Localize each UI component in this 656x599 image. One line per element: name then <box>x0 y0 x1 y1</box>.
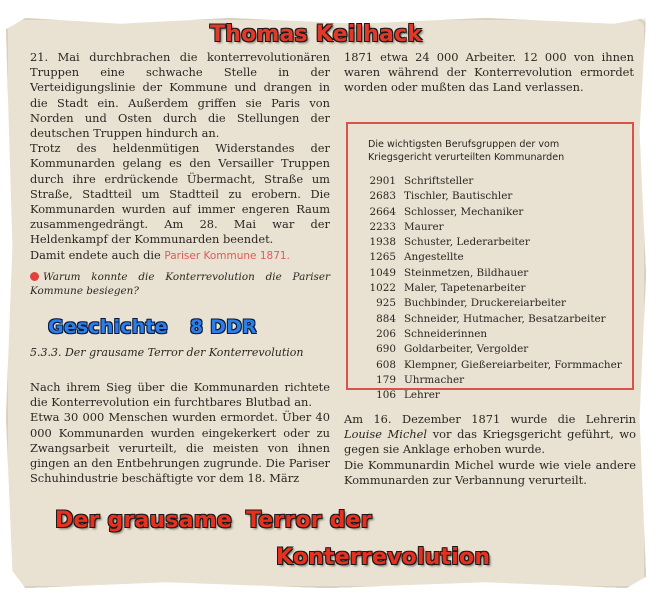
table-cell-label: Schneiderinnen <box>404 327 488 340</box>
table-cell-label: Goldarbeiter, Vergolder <box>404 343 529 356</box>
left-paragraph-3 <box>30 248 330 264</box>
table-row <box>364 327 626 342</box>
left-column-lower <box>30 380 330 486</box>
left-column <box>30 50 330 298</box>
occupation-table <box>346 122 634 402</box>
person-name: Louise Michel <box>344 427 428 442</box>
table-cell-label: Steinmetzen, Bildhauer <box>404 266 529 279</box>
table-cell-label: Angestellte <box>404 251 464 264</box>
table-rows <box>364 174 626 403</box>
right-column-lower <box>344 412 636 488</box>
table-row <box>364 342 626 357</box>
table-cell-count: 608 <box>376 358 396 371</box>
overlay-author-title: Thomas Keilhack <box>210 22 423 47</box>
table-cell-label: Schneider, Hutmacher, Besatzarbeiter <box>404 312 606 325</box>
table-cell-count: 1265 <box>369 251 396 264</box>
table-cell-count: 2664 <box>369 205 396 218</box>
overlay-grade: 8 DDR <box>189 316 257 338</box>
right-paragraph-2-lead: Am 16. Dezember 1871 wurde die Lehrerin <box>344 412 636 426</box>
table-row <box>364 296 626 311</box>
red-dot-icon <box>30 272 39 281</box>
table-row <box>364 205 626 220</box>
table-cell-count: 1938 <box>369 236 396 249</box>
overlay-bottom-1a: Der grausame <box>55 508 232 533</box>
question-text: Warum konnte die Konterrevolution die Pariser Kommune besiegen? <box>30 270 330 297</box>
table-row <box>364 189 626 204</box>
right-column <box>344 50 634 96</box>
overlay-subject: Geschichte <box>48 316 168 338</box>
table-cell-count: 884 <box>376 312 396 325</box>
table-cell-count: 1049 <box>369 266 396 279</box>
table-cell-label: Uhrmacher <box>404 373 465 386</box>
highlighted-term: Pariser Kommune 1871. <box>164 249 290 262</box>
right-paragraph-2-rest: vor das Kriegsgericht geführt, wo gegen sie Anklage erhoben wurde. <box>344 427 636 457</box>
table-cell-label: Tischler, Bautischler <box>404 190 513 203</box>
right-paragraph-3: Die Kommunardin Michel wurde wie viele andere Kommunarden zur Verbannung verurteilt. <box>344 457 636 487</box>
overlay-bottom-1b: Terror der <box>245 508 372 533</box>
table-cell-label: Maler, Tapetenarbeiter <box>404 282 526 295</box>
table-row <box>364 388 626 403</box>
table-cell-label: Maurer <box>404 220 444 233</box>
left-paragraph-5: Etwa 30 000 Menschen wurden ermordet. Über 40 000 Kommunarden wurden eingekerkert oder zu Zwangsarbeit verurteilt, die meisten von ihnen gingen an den Entbehrungen zugrunde. Die Pariser Schuhindustrie beschäftigte vor dem 18. März <box>30 410 330 486</box>
table-cell-label: Lehrer <box>404 389 440 402</box>
table-row <box>364 235 626 250</box>
table-cell-count: 690 <box>376 343 396 356</box>
left-paragraph-2: Trotz des heldenmütigen Widerstandes der Kommunarden gelang es den Versailler Truppen durch ihre erdrückende Übermacht, Straße um Straße, Stadtteil um Stadtteil zu erobern. Die Kommunarden wurden auf immer engeren Raum zusammengedrängt. Am 28. Mai war der Heldenkampf der Kommunarden beendet. <box>30 141 330 247</box>
table-row <box>364 281 626 296</box>
right-paragraph-2 <box>344 412 636 458</box>
table-row <box>364 312 626 327</box>
table-cell-count: 2683 <box>369 190 396 203</box>
table-cell-label: Klempner, Gießereiarbeiter, Formmacher <box>404 358 622 371</box>
table-cell-label: Schuster, Lederarbeiter <box>404 236 530 249</box>
table-row <box>364 358 626 373</box>
left-paragraph-4: Nach ihrem Sieg über die Kommunarden richtete die Konterrevolution ein furchtbares Blutbad an. <box>30 380 330 410</box>
section-heading: 5.3.3. Der grausame Terror der Konterrevolution <box>30 346 304 359</box>
table-cell-count: 2901 <box>369 175 396 187</box>
table-cell-label: Schlosser, Mechaniker <box>404 205 524 218</box>
table-row <box>364 266 626 281</box>
table-cell-label: Schriftsteller <box>404 175 474 187</box>
table-caption: Die wichtigsten Berufsgruppen der vom Kriegsgericht verurteilten Kommunarden <box>368 139 565 163</box>
overlay-subject-label <box>48 316 257 338</box>
table-row <box>364 250 626 265</box>
table-cell-count: 925 <box>376 297 396 310</box>
overlay-bottom-line-2: Konterrevolution <box>276 545 491 570</box>
table-row <box>364 220 626 235</box>
right-paragraph-1: 1871 etwa 24 000 Arbeiter. 12 000 von ihnen waren während der Konterrevolution ermordet worden oder mußten das Land verlassen. <box>344 50 634 95</box>
table-cell-label: Buchbinder, Druckereiarbeiter <box>404 297 567 310</box>
left-paragraph-1: 21. Mai durchbrachen die konterrevolutionären Truppen eine schwache Stelle in der Verteidigungslinie der Kommune und drangen in die Stadt ein. Außerdem griffen sie Paris von Norden und Osten durch die Stellungen der deutschen Truppen hindurch an. <box>30 50 330 141</box>
table-cell-count: 1022 <box>369 282 396 295</box>
overlay-bottom-line-1 <box>55 508 372 533</box>
table-row <box>364 373 626 388</box>
table-cell-count: 106 <box>376 389 396 402</box>
table-cell-count: 179 <box>376 373 396 386</box>
table-cell-count: 206 <box>376 327 396 340</box>
table-cell-count: 2233 <box>369 220 396 233</box>
left-paragraph-3-lead: Damit endete auch die <box>30 247 165 262</box>
question <box>30 270 330 298</box>
table-row <box>364 174 626 189</box>
